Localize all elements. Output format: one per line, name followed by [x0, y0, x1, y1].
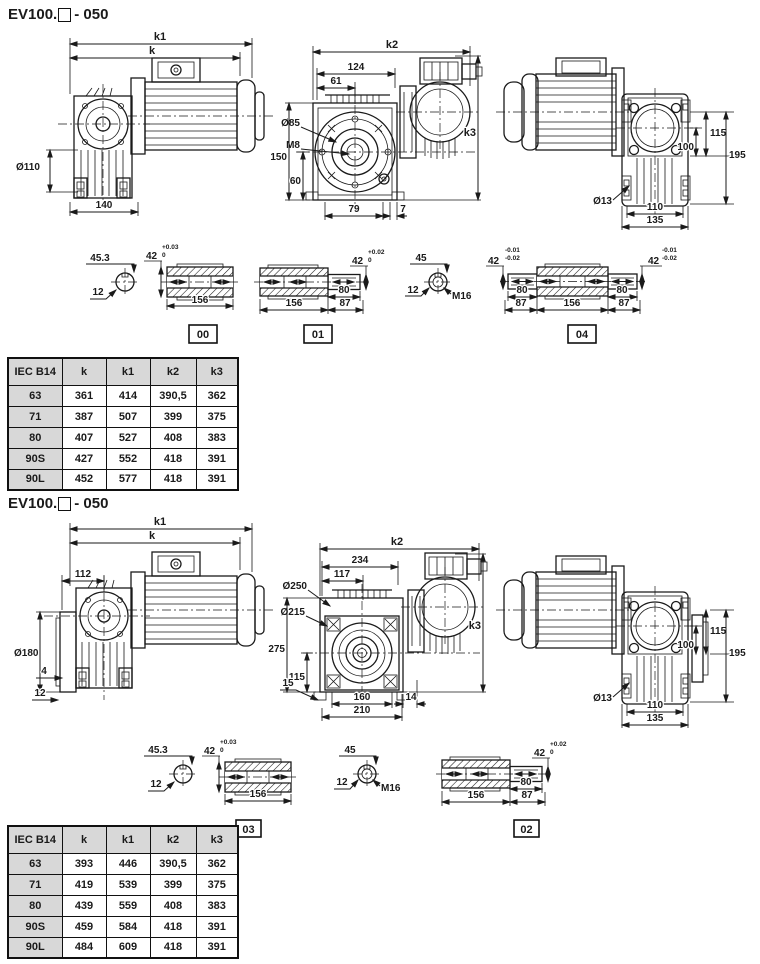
dim-275-label: 275: [268, 644, 285, 655]
dimension-cell: 609: [106, 937, 150, 958]
shaft02-e2-label: 87: [521, 790, 533, 801]
section1-shaft-details: [86, 244, 677, 343]
dimension-cell: 391: [196, 916, 238, 937]
shaft00-tol-hi: +0.03: [162, 244, 179, 251]
table-header-row: [8, 826, 238, 853]
dim-45-label: 45: [415, 253, 427, 264]
table-header-row: [8, 358, 238, 385]
dimension-cell: 399: [150, 874, 196, 895]
column-header: k3: [196, 826, 238, 853]
row-header: 71: [8, 406, 62, 427]
dimension-cell: 383: [196, 427, 238, 448]
shaft03-tol-hi: +0.03: [220, 739, 237, 746]
section2-side-view: [14, 516, 274, 700]
shaft01-len-label: 156: [285, 298, 303, 309]
column-header: IEC B14: [8, 358, 62, 385]
dim-115-label: 115: [710, 128, 727, 139]
dim-12b-label: 12: [407, 285, 419, 296]
column-header: k2: [150, 826, 196, 853]
sha2-tol-lo: 0: [550, 749, 554, 756]
dim-m16-label: M16: [381, 783, 401, 794]
shaft04-tolR-hi: -0.01: [662, 247, 677, 254]
dim-dia110-label: Ø110: [16, 162, 40, 173]
dim-k3-label: k3: [463, 127, 476, 139]
dimension-cell: 539: [106, 874, 150, 895]
section1-title-prefix: EV100.: [8, 6, 58, 23]
shaft04-e2R-label: 87: [618, 298, 630, 309]
column-header: k: [62, 358, 106, 385]
dim-115f-label: 115: [288, 672, 305, 683]
shaft02-dia-label: 42: [534, 748, 546, 759]
shaft04-e1R-label: 80: [616, 285, 628, 296]
dim-195-label: 195: [729, 150, 746, 161]
dim-45-label: 45: [344, 745, 356, 756]
dim-dia215-label: Ø215: [280, 607, 305, 618]
dim-dia250-label: Ø250: [282, 581, 307, 592]
dim-dia13-label: Ø13: [593, 196, 612, 207]
dimension-cell: 407: [62, 427, 106, 448]
section1-title-suffix: - 050: [74, 6, 109, 23]
shaft04-diaR-label: 42: [648, 256, 660, 267]
shaft04-tolL-hi: -0.01: [505, 247, 520, 254]
shaft04-tolL-lo: -0.02: [505, 255, 520, 262]
column-header: k1: [106, 826, 150, 853]
dimension-cell: 446: [106, 853, 150, 874]
dim-135-label: 135: [646, 215, 664, 226]
dimension-cell: 559: [106, 895, 150, 916]
section2-front-view: [268, 536, 487, 721]
dimension-cell: 390,5: [150, 853, 196, 874]
dim-124-label: 124: [347, 62, 365, 73]
section2-title-suffix: - 050: [74, 495, 109, 512]
table-row: [8, 427, 238, 448]
shaft02-len-label: 156: [467, 790, 485, 801]
dim-14-label: 14: [405, 692, 417, 703]
shaft01-e2-label: 87: [339, 298, 351, 309]
dimension-cell: 552: [106, 448, 150, 469]
dimension-cell: 399: [150, 406, 196, 427]
iec-b14-dimension-table-2: [7, 825, 239, 959]
table-row: [8, 937, 238, 958]
shaft03-len-label: 156: [249, 789, 267, 800]
shaft02-tol-hi: +0.02: [550, 741, 567, 748]
shaft02-tag: 02: [520, 824, 533, 836]
dim-12-label: 12: [150, 779, 162, 790]
dim-dia13-label: Ø13: [593, 693, 612, 704]
dimension-cell: 387: [62, 406, 106, 427]
dim-195-label: 195: [729, 648, 746, 659]
dim-100-label: 100: [677, 142, 694, 153]
dimension-cell: 427: [62, 448, 106, 469]
dimension-cell: 362: [196, 385, 238, 406]
dim-4-label: 4: [41, 666, 47, 677]
dim-150-label: 150: [270, 152, 287, 163]
dimension-cell: 439: [62, 895, 106, 916]
shaft03-dia-label: 42: [204, 746, 216, 757]
shaft00-dia-label: 42: [146, 251, 158, 262]
row-header: 80: [8, 895, 62, 916]
dim-k1-label: k1: [153, 516, 167, 528]
dimension-cell: 408: [150, 895, 196, 916]
dim-k-label: k: [148, 530, 156, 542]
section2-rear-view: [496, 556, 746, 728]
section1-side-view: [16, 31, 274, 216]
dim-k3-label: k3: [468, 620, 481, 632]
row-header: 63: [8, 853, 62, 874]
dim-160-label: 160: [353, 692, 371, 703]
table-row: [8, 469, 238, 490]
dimension-cell: 459: [62, 916, 106, 937]
dim-61-label: 61: [330, 76, 342, 87]
table-row: [8, 916, 238, 937]
dim-79-label: 79: [348, 204, 360, 215]
column-header: k2: [150, 358, 196, 385]
table-row: [8, 448, 238, 469]
dim-110-label: 110: [646, 700, 664, 711]
dimension-cell: 391: [196, 469, 238, 490]
dim-234-label: 234: [351, 555, 369, 566]
row-header: 90S: [8, 916, 62, 937]
dim-45_3-label: 45.3: [90, 253, 110, 264]
shaft00-len-label: 156: [191, 295, 209, 306]
shaft04-tag: 04: [575, 329, 589, 341]
dim-k-label: k: [148, 45, 156, 57]
dimension-cell: 419: [62, 874, 106, 895]
dimension-cell: 375: [196, 874, 238, 895]
section1-rear-view: [496, 58, 746, 230]
dim-210-label: 210: [353, 705, 371, 716]
dim-12c-label: 12: [34, 688, 46, 699]
dim-7-label: 7: [400, 204, 406, 215]
shaft00-tol-lo: 0: [162, 252, 166, 259]
dimension-cell: 361: [62, 385, 106, 406]
table-row: [8, 406, 238, 427]
dim-112-label: 112: [74, 569, 92, 580]
shaft01-dia-label: 42: [352, 256, 364, 267]
dimension-cell: 527: [106, 427, 150, 448]
shaft01-tol-lo: 0: [368, 257, 372, 264]
column-header: k1: [106, 358, 150, 385]
dim-dia180-label: Ø180: [14, 648, 39, 659]
shaft03-tag: 03: [242, 824, 255, 836]
column-header: k3: [196, 358, 238, 385]
shaft04-tolR-lo: -0.02: [662, 255, 677, 262]
shaft03-tol-lo: 0: [220, 747, 224, 754]
iec-b14-dimension-table-1: [7, 357, 239, 491]
shaft01-tol-hi: +0.02: [368, 249, 385, 256]
shaft04-diaL-label: 42: [488, 256, 500, 267]
dim-12-label: 12: [92, 287, 104, 298]
dim-m8-label: M8: [286, 140, 300, 151]
dim-115-label: 115: [710, 626, 727, 637]
shaft04-len-label: 156: [563, 298, 581, 309]
shaft04-e1L-label: 80: [516, 285, 528, 296]
shaft01-e1-label: 80: [338, 285, 350, 296]
shaft04-e2L-label: 87: [515, 298, 527, 309]
dimension-cell: 507: [106, 406, 150, 427]
row-header: 80: [8, 427, 62, 448]
table-row: [8, 853, 238, 874]
row-header: 90S: [8, 448, 62, 469]
dim-k2-label: k2: [385, 39, 399, 51]
row-header: 90L: [8, 469, 62, 490]
dimension-cell: 452: [62, 469, 106, 490]
dimension-cell: 418: [150, 937, 196, 958]
column-header: IEC B14: [8, 826, 62, 853]
dimension-cell: 584: [106, 916, 150, 937]
dimension-cell: 383: [196, 895, 238, 916]
dim-15-label: 15: [282, 678, 294, 689]
section2-shaft-details: [144, 739, 567, 837]
table-row: [8, 895, 238, 916]
row-header: 90L: [8, 937, 62, 958]
table-row: [8, 385, 238, 406]
row-header: 63: [8, 385, 62, 406]
section1-front-view: [270, 39, 482, 220]
shaft00-tag: 00: [196, 329, 210, 341]
dimension-cell: 577: [106, 469, 150, 490]
dimension-cell: 418: [150, 448, 196, 469]
dim-135-label: 135: [646, 713, 664, 724]
dimension-cell: 390,5: [150, 385, 196, 406]
dimension-cell: 418: [150, 469, 196, 490]
dimension-cell: 391: [196, 448, 238, 469]
dim-45_3-label: 45.3: [148, 745, 168, 756]
column-header: k: [62, 826, 106, 853]
dimension-cell: 391: [196, 937, 238, 958]
table-row: [8, 874, 238, 895]
dim-117-label: 117: [333, 569, 351, 580]
dim-100-label: 100: [677, 640, 694, 651]
dimension-cell: 408: [150, 427, 196, 448]
dim-dia85-label: Ø85: [281, 118, 300, 129]
section2-title-prefix: EV100.: [8, 495, 58, 512]
dim-m16-label: M16: [452, 291, 472, 302]
shaft01-tag: 01: [311, 329, 325, 341]
dim-12b-label: 12: [336, 777, 348, 788]
dim-110-label: 110: [646, 202, 664, 213]
dim-k2-label: k2: [390, 536, 404, 548]
shaft02-e1-label: 80: [520, 777, 532, 788]
row-header: 71: [8, 874, 62, 895]
dim-140-label: 140: [95, 200, 113, 211]
dimension-cell: 362: [196, 853, 238, 874]
dimension-cell: 418: [150, 916, 196, 937]
dimension-cell: 375: [196, 406, 238, 427]
dimension-cell: 484: [62, 937, 106, 958]
dimension-cell: 393: [62, 853, 106, 874]
dim-k1-label: k1: [153, 31, 167, 43]
dimension-cell: 414: [106, 385, 150, 406]
dim-60-label: 60: [289, 176, 301, 187]
